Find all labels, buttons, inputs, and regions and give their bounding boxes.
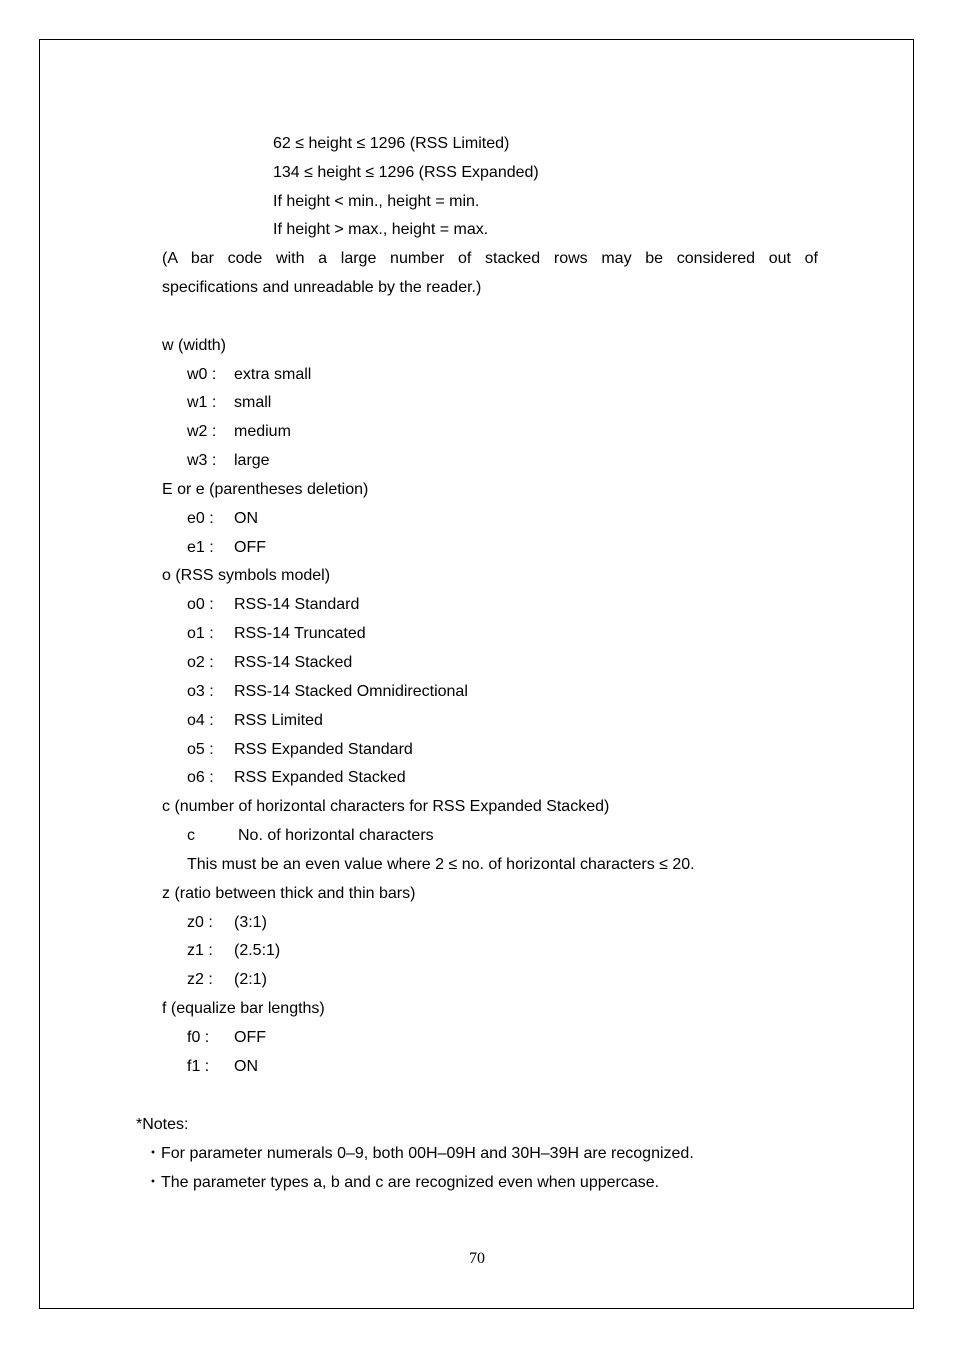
o-item-value: RSS-14 Stacked bbox=[234, 654, 353, 671]
o-item-key: o2 : bbox=[187, 654, 214, 671]
o-heading: o (RSS symbols model) bbox=[162, 567, 331, 584]
o-item-key: o0 : bbox=[187, 596, 214, 613]
z-heading: z (ratio between thick and thin bars) bbox=[162, 885, 416, 902]
height-range-rss-expanded: 134 ≤ height ≤ 1296 (RSS Expanded) bbox=[273, 164, 539, 181]
o-item-value: RSS Limited bbox=[234, 712, 323, 729]
e-heading: E or e (parentheses deletion) bbox=[162, 481, 369, 498]
c-key: c bbox=[187, 827, 195, 844]
o-item-value: RSS-14 Stacked Omnidirectional bbox=[234, 683, 468, 700]
w-item-value: extra small bbox=[234, 366, 312, 383]
c-value: No. of horizontal characters bbox=[238, 827, 434, 844]
w-item-value: small bbox=[234, 394, 272, 411]
o-item-value: RSS Expanded Standard bbox=[234, 741, 413, 758]
e-item-value: ON bbox=[234, 510, 258, 527]
notes-item: ・For parameter numerals 0–9, both 00H–09H and 30H–39H are recognized. bbox=[145, 1145, 694, 1162]
f-item-key: f0 : bbox=[187, 1029, 210, 1046]
o-item-key: o5 : bbox=[187, 741, 214, 758]
z-item-key: z2 : bbox=[187, 971, 213, 988]
f-item-value: OFF bbox=[234, 1029, 266, 1046]
o-item-key: o3 : bbox=[187, 683, 214, 700]
o-item-value: RSS Expanded Stacked bbox=[234, 769, 406, 786]
w-item-key: w3 : bbox=[187, 452, 217, 469]
z-item-value: (3:1) bbox=[234, 914, 267, 931]
z-item-key: z0 : bbox=[187, 914, 213, 931]
height-max-rule: If height > max., height = max. bbox=[273, 221, 489, 238]
stacked-rows-note-line2: specifications and unreadable by the reader.) bbox=[162, 279, 482, 296]
e-item-key: e1 : bbox=[187, 539, 214, 556]
e-item-value: OFF bbox=[234, 539, 266, 556]
w-item-value: medium bbox=[234, 423, 291, 440]
page-number: 70 bbox=[469, 1250, 485, 1267]
z-item-value: (2.5:1) bbox=[234, 942, 281, 959]
o-item-value: RSS-14 Truncated bbox=[234, 625, 366, 642]
f-item-key: f1 : bbox=[187, 1058, 210, 1075]
c-heading: c (number of horizontal characters for RSS Expanded Stacked) bbox=[162, 798, 610, 815]
w-item-key: w1 : bbox=[187, 394, 217, 411]
w-item-value: large bbox=[234, 452, 270, 469]
f-heading: f (equalize bar lengths) bbox=[162, 1000, 325, 1017]
height-range-rss-limited: 62 ≤ height ≤ 1296 (RSS Limited) bbox=[273, 135, 510, 152]
o-item-key: o6 : bbox=[187, 769, 214, 786]
o-item-key: o1 : bbox=[187, 625, 214, 642]
notes-title: *Notes: bbox=[136, 1116, 189, 1133]
w-item-key: w0 : bbox=[187, 366, 217, 383]
z-item-key: z1 : bbox=[187, 942, 213, 959]
o-item-key: o4 : bbox=[187, 712, 214, 729]
stacked-rows-note-line1: (A bar code with a large number of stacked rows may be considered out of bbox=[162, 250, 818, 267]
w-heading: w (width) bbox=[162, 337, 227, 354]
c-constraint-note: This must be an even value where 2 ≤ no. of horizontal characters ≤ 20. bbox=[187, 856, 695, 873]
o-item-value: RSS-14 Standard bbox=[234, 596, 360, 613]
z-item-value: (2:1) bbox=[234, 971, 267, 988]
w-item-key: w2 : bbox=[187, 423, 217, 440]
notes-item: ・The parameter types a, b and c are recognized even when uppercase. bbox=[145, 1174, 660, 1191]
f-item-value: ON bbox=[234, 1058, 258, 1075]
e-item-key: e0 : bbox=[187, 510, 214, 527]
height-min-rule: If height < min., height = min. bbox=[273, 193, 480, 210]
